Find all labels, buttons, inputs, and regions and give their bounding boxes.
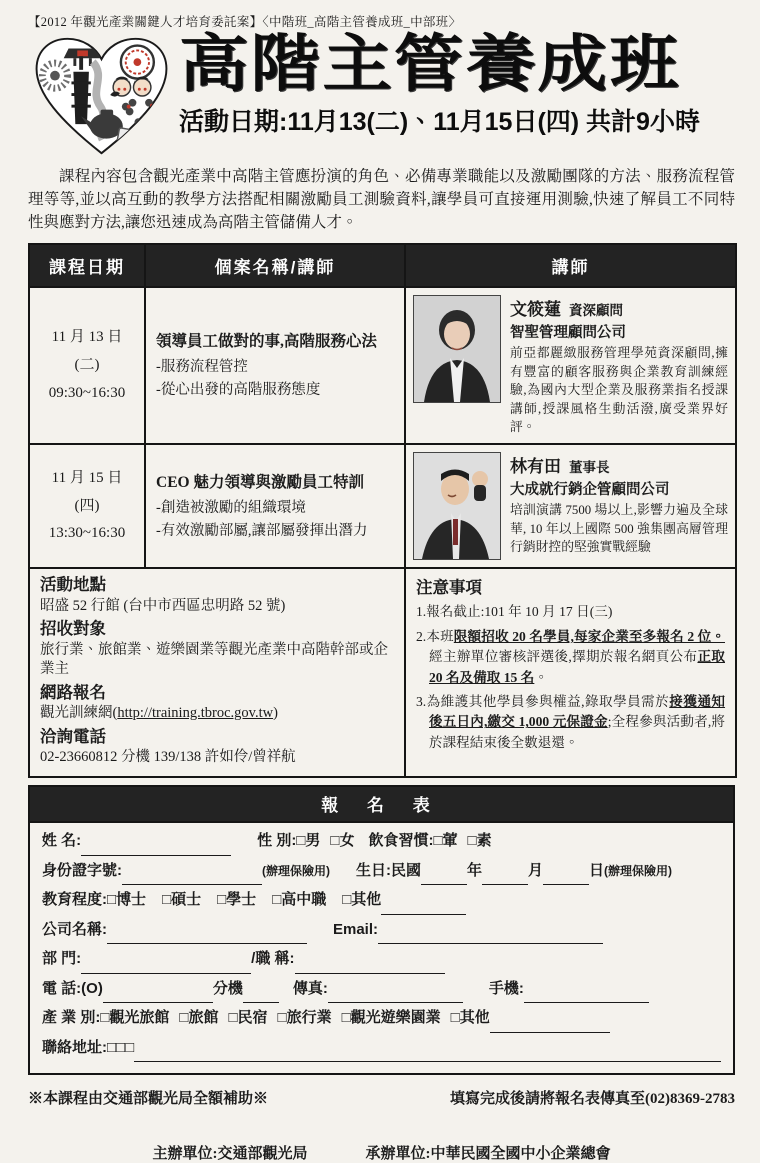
department-label: 部 門: [42, 950, 82, 968]
co-organizer: 承辦單位:中華民國全國中小企業總會 [365, 1146, 611, 1163]
course-point: -服務流程管控 [156, 359, 248, 376]
course-point: -創造被激勵的組織環境 [156, 499, 306, 516]
company-field[interactable] [107, 929, 307, 944]
header [28, 30, 735, 159]
signup-url-link[interactable]: http://training.tbroc.gov.tw [117, 704, 274, 721]
checkbox-diet-veg[interactable]: □素 [467, 832, 492, 850]
company-label: 公司名稱: [42, 920, 107, 938]
instructor-name: 文筱蓮 [510, 300, 561, 320]
online-site-name: 觀光訓練網( [40, 704, 118, 721]
online-suffix: ) [273, 704, 278, 721]
birth-day-label: 日 [589, 861, 605, 879]
name-label: 姓 名: [42, 832, 82, 850]
organizers-line [28, 1142, 735, 1163]
course-time: 09:30~16:30 [48, 384, 126, 401]
checkbox-industry-hotel[interactable]: □旅館 [179, 1009, 219, 1027]
note1-deadline: 101 年 10 月 17 日(三) [484, 604, 613, 620]
checkbox-industry-other[interactable]: □其他 [450, 1009, 490, 1027]
phone-label: 電 話: [42, 979, 82, 997]
course-date-cell [29, 287, 145, 444]
course-point: -有效激勵部屬,讓部屬發揮出潛力 [156, 522, 368, 539]
course-weekday: (四) [74, 497, 100, 514]
course-point: -從心出發的高階服務態度 [156, 382, 321, 399]
birth-label: 生日:民國 [356, 861, 421, 879]
note2-admitted: 正取 20 名及備取 15 名 [429, 649, 725, 685]
instructor-bio: 培訓演講 7500 場以上,影響力遍及全球華, 10 年以上國際 500 強集團高層管理行銷財控的堅強實戰經驗 [510, 503, 728, 555]
checkbox-gender-male[interactable]: □男 [296, 832, 321, 850]
industry-label: 產 業 別: [42, 1009, 101, 1027]
form-row-education [42, 888, 721, 918]
form-row-phones [42, 977, 721, 1007]
course-title: CEO 魅力領導與激勵員工特訓 [156, 473, 364, 491]
fax-submission-note: 填寫完成後請將報名表傳真至(02)8369-2783 [450, 1091, 735, 1108]
mobile-field[interactable] [524, 988, 649, 1003]
id-label: 身份證字號: [42, 861, 122, 879]
page-title: 高階主管養成班 [179, 30, 681, 99]
course-case-cell [145, 287, 405, 444]
note2-prefix: 2.本班 [416, 628, 454, 644]
subsidy-note: ※本課程由交通部觀光局全額補助※ [28, 1091, 269, 1108]
instructor-title: 資深顧問 [569, 303, 623, 319]
header-titles [175, 30, 735, 138]
notes-cell [405, 568, 736, 777]
diet-label: 飲食習慣: [368, 832, 434, 850]
header-case-name: 個案名稱/講師 [145, 244, 405, 287]
instructor-company: 大成就行銷企管顧問公司 [510, 482, 670, 499]
note2-mid: 經主辦單位審核評選後,擇期於報名網頁公布 [429, 649, 698, 665]
contact-phone-value: 02-23660812 分機 139/138 許如伶/曾祥航 [40, 748, 296, 765]
checkbox-edu-bachelor[interactable]: □學士 [217, 891, 257, 909]
fax-field[interactable] [328, 988, 463, 1003]
course-table [28, 243, 737, 778]
note1-prefix: 1.報名截止: [416, 604, 485, 620]
note-item-2 [416, 627, 725, 688]
id-note: (辦理保險用) [262, 863, 330, 878]
intro-paragraph: 課程內容包含觀光產業中高階主管應扮演的角色、必備專業職能以及激勵團隊的方法、服務流程管理等等,並以高互動的教學方法搭配相關激勵員工測驗資料,讓學員可直接運用測驗,快速了解員工不同特性與應對方法,讓您迅速成為高階主管儲備人才。 [28, 168, 735, 231]
note3-prefix: 3.為維護其他學員參與權益,錄取學員需於 [416, 694, 670, 710]
extension-label: 分機 [212, 979, 243, 997]
audience-value: 旅行業、旅館業、遊樂園業等觀光產業中高階幹部或企業主 [40, 641, 388, 678]
extension-field[interactable] [243, 988, 279, 1003]
checkbox-edu-master[interactable]: □碩士 [162, 891, 202, 909]
note2-quota: 限額招收 20 名學員,每家企業至多報名 2 位。 [453, 628, 725, 644]
address-zip-boxes[interactable]: □□□ [107, 1038, 135, 1056]
note3-suffix: ;全程參與活動者,將於課程結束後全數退還。 [429, 714, 725, 750]
phone-office-prefix: (O) [81, 979, 103, 997]
footer-notes [28, 1087, 735, 1108]
form-row-id-birth [42, 859, 721, 889]
course-row-1 [29, 287, 736, 444]
note-item-3 [416, 692, 725, 753]
gender-label: 性 別: [257, 832, 297, 850]
top-note: 【2012 年觀光產業關鍵人才培育委託案】〈中階班_高階主管養成班_中部班〉 [28, 15, 462, 29]
venue-value: 昭盛 52 行館 (台中市西區忠明路 52 號) [40, 597, 286, 614]
checkbox-gender-female[interactable]: □女 [330, 832, 355, 850]
checkbox-industry-theme-park[interactable]: □觀光遊樂園業 [341, 1009, 441, 1027]
phone-field[interactable] [103, 988, 213, 1003]
info-row [29, 568, 736, 777]
course-row-2 [29, 444, 736, 568]
jobtitle-field[interactable] [295, 959, 445, 974]
form-row-address [42, 1036, 721, 1066]
course-case-cell [145, 444, 405, 568]
organizer: 主辦單位:交通部觀光局 [152, 1146, 308, 1163]
department-field[interactable] [81, 959, 251, 974]
form-row-name-gender [42, 829, 721, 859]
id-field[interactable] [122, 870, 262, 885]
course-title: 領導員工做對的事,高階服務心法 [156, 333, 377, 351]
registration-form-title-bar: 報 名 表 [28, 785, 735, 821]
audience-label: 招收對象 [40, 619, 106, 639]
birth-year-field[interactable] [421, 870, 467, 885]
email-field[interactable] [378, 929, 603, 944]
form-row-dept-title [42, 947, 721, 977]
birth-month-label: 月 [528, 861, 544, 879]
header-course-date: 課程日期 [29, 244, 145, 287]
edu-other-field[interactable] [381, 900, 466, 915]
form-row-industry [42, 1006, 721, 1036]
instructor-photo [413, 295, 501, 403]
industry-other-field[interactable] [490, 1018, 610, 1033]
note-item-1 [416, 602, 725, 622]
notes-label: 注意事項 [416, 578, 482, 598]
venue-label: 活動地點 [40, 575, 106, 595]
instructor-photo [413, 452, 501, 560]
course-table-header-row [29, 244, 736, 287]
education-label: 教育程度: [42, 891, 107, 909]
course-date-cell [29, 444, 145, 568]
birth-month-field[interactable] [482, 870, 528, 885]
instructor-name: 林有田 [510, 457, 561, 477]
birth-note: (辦理保險用) [604, 863, 673, 878]
jobtitle-label: /職 稱: [251, 950, 295, 968]
registration-form [28, 821, 735, 1075]
form-row-company-email [42, 918, 721, 948]
instructor-title: 董事長 [569, 460, 610, 476]
instructor-company: 智聖管理顧問公司 [510, 325, 626, 342]
online-signup-value [40, 704, 394, 724]
course-time: 13:30~16:30 [48, 525, 126, 542]
instructor-cell [405, 444, 736, 568]
checkbox-edu-other[interactable]: □其他 [342, 891, 382, 909]
taiwan-heart-logo-icon [28, 33, 175, 159]
address-field[interactable] [134, 1047, 721, 1062]
address-label: 聯絡地址: [42, 1038, 107, 1056]
checkbox-diet-meat[interactable]: □葷 [433, 832, 458, 850]
course-date: 11 月 15 日 [51, 469, 123, 486]
event-date-line: 活動日期:11月13(二)、11月15日(四) 共計9小時 [179, 108, 700, 137]
email-label: Email: [333, 920, 379, 938]
checkbox-industry-bnb[interactable]: □民宿 [228, 1009, 268, 1027]
checkbox-industry-travel[interactable]: □旅行業 [277, 1009, 332, 1027]
checkbox-edu-phd[interactable]: □博士 [107, 891, 147, 909]
instructor-bio: 前亞都麗緻服務管理學苑資深顧問,擁有豐富的顧客服務與企業教育訓練經驗,為國內大型企業及服務業指名授課講師,授課風格生動活潑,廣受業界好評。 [510, 346, 728, 435]
event-info-cell [29, 568, 405, 777]
fax-label: 傳真: [292, 979, 328, 997]
checkbox-industry-tourist-hotel[interactable]: □觀光旅館 [100, 1009, 170, 1027]
course-weekday: (二) [74, 357, 100, 374]
mobile-label: 手機: [488, 979, 524, 997]
note3-deposit: 接獲通知後五日內,繳交 1,000 元保證金 [429, 694, 726, 730]
name-field[interactable] [81, 841, 231, 856]
instructor-cell [405, 287, 736, 444]
checkbox-edu-highschool[interactable]: □高中職 [272, 891, 327, 909]
course-date: 11 月 13 日 [51, 329, 123, 346]
note2-suffix: 。 [534, 669, 548, 685]
birth-day-field[interactable] [543, 870, 589, 885]
contact-phone-label: 洽詢電話 [40, 726, 106, 746]
online-signup-label: 網路報名 [40, 682, 106, 702]
birth-year-label: 年 [467, 861, 483, 879]
header-instructor: 講師 [405, 244, 736, 287]
